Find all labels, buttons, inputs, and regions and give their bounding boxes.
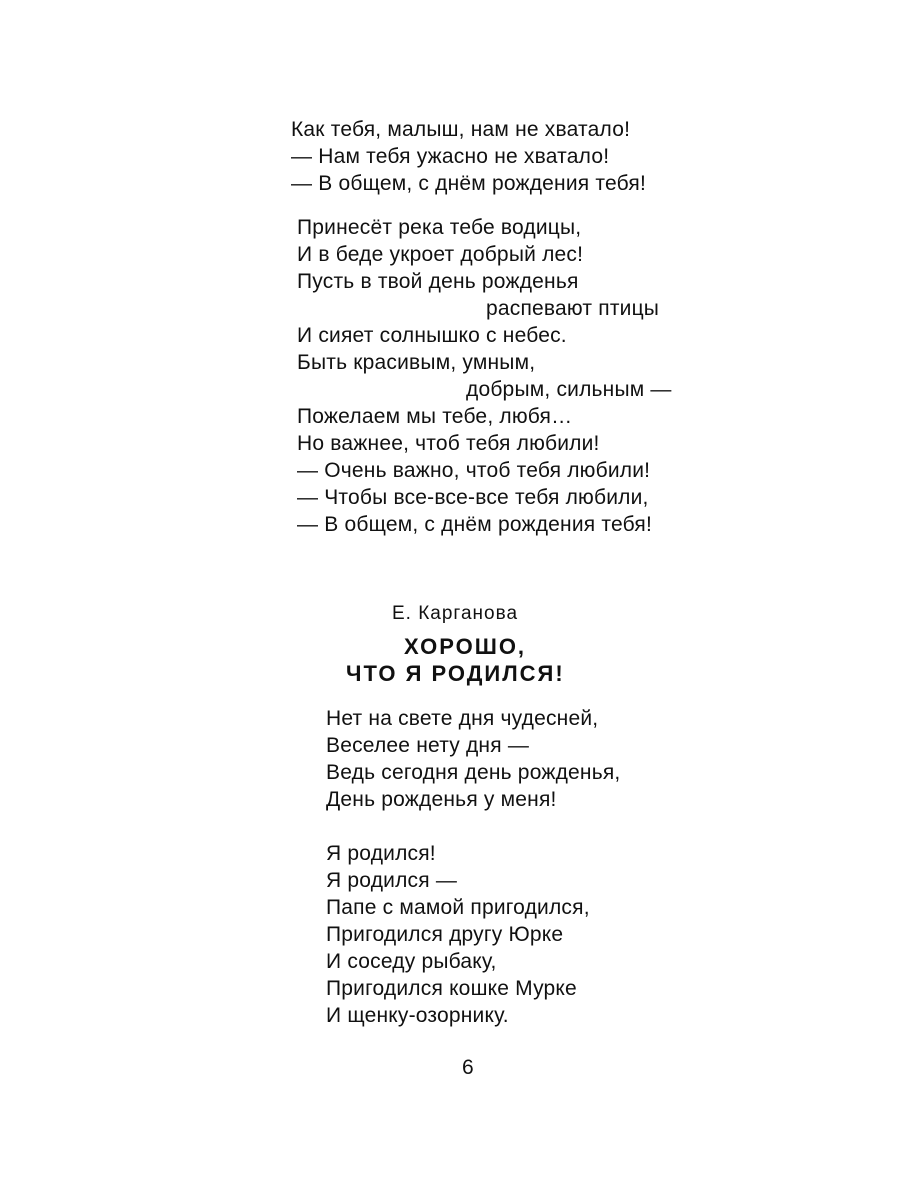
poem-line: — В общем, с днём рождения тебя! — [297, 513, 652, 536]
poem-line: — В общем, с днём рождения тебя! — [291, 172, 646, 195]
page-number: 6 — [462, 1056, 474, 1079]
poem-line: Как тебя, малыш, нам не хватало! — [291, 118, 631, 141]
poem-line: Но важнее, чтоб тебя любили! — [297, 432, 600, 455]
poem-line: — Нам тебя ужасно не хватало! — [291, 145, 610, 168]
poem-line: Нет на свете дня чудесней, — [326, 707, 599, 730]
poem-line: распевают птицы — [486, 297, 660, 320]
poem-line: Папе с мамой пригодился, — [326, 896, 590, 919]
poem-author: Е. Карганова — [392, 603, 519, 624]
poem-line: Ведь сегодня день рожденья, — [326, 761, 621, 784]
poem-line: И в беде укроет добрый лес! — [297, 243, 584, 266]
poem-line: — Чтобы все-все-все тебя любили, — [297, 486, 649, 509]
poem-title-line2: ЧТО Я РОДИЛСЯ! — [346, 661, 565, 686]
poem-line: Я родился — — [326, 869, 458, 892]
poem-line: Принесёт река тебе водицы, — [297, 216, 582, 239]
poem-line: Пусть в твой день рожденья — [297, 270, 579, 293]
poem-line: добрым, сильным — — [466, 378, 672, 401]
poem-line: Я родился! — [326, 842, 436, 865]
poem-line: И щенку-озорнику. — [326, 1004, 509, 1027]
poem-line: И соседу рыбаку, — [326, 950, 497, 973]
poem-line: Веселее нету дня — — [326, 734, 530, 757]
poem-line: Пригодился другу Юрке — [326, 923, 564, 946]
poem-line: День рожденья у меня! — [326, 788, 557, 811]
poem-line: — Очень важно, чтоб тебя любили! — [297, 459, 651, 482]
poem-line: Пожелаем мы тебе, любя… — [297, 405, 573, 428]
poem-line: Быть красивым, умным, — [297, 351, 536, 374]
poem-line: Пригодился кошке Мурке — [326, 977, 577, 1000]
poem-title-line1: ХОРОШО, — [404, 634, 527, 659]
poem-line: И сияет солнышко с небес. — [297, 324, 567, 347]
